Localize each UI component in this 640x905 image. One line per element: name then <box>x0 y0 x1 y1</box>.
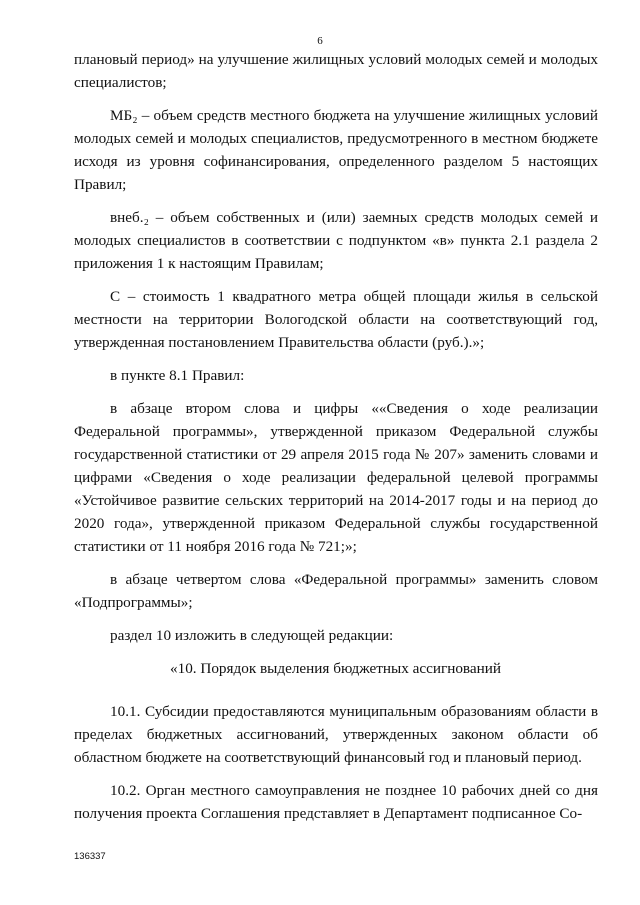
paragraph-section-10-intro: раздел 10 изложить в следующей редакции: <box>110 627 394 644</box>
paragraph-c-definition: С – стоимость 1 квадратного метра общей площади жилья в сельской местности на территории Вологодской области на соответствующий год, утвержденная постановлением Правительства области (руб.).»; <box>74 288 598 351</box>
paragraph-fourth-abzac: в абзаце четвертом слова «Федеральной программы» заменить словом «Подпрограммы»; <box>74 571 598 611</box>
page-number: 6 <box>317 35 323 47</box>
paragraph-second-abzac: в абзаце втором слова и цифры ««Сведения о ходе реализации Федеральной программы», утвержденной приказом Федеральной службы государственной статистики от 29 апреля 2015 года № 207» заменить словами и цифрами «Сведения о ходе реализации федеральной целевой программы «Устойчивое развитие сельских территорий на 2014-2017 годы и на период до 2020 года», утвержденной приказом Федеральной службы государственной статистики от 11 ноября 2016 года № 721;»; <box>74 400 598 555</box>
paragraph-mb2-definition: МБ₂ – объем средств местного бюджета на улучшение жилищных условий молодых семей и молодых специалистов, предусмотренного в местном бюджете исходя из уровня софинансирования, определенного разделом 5 настоящих Правил; <box>74 107 598 193</box>
paragraph-vneb2-definition: внеб.₂ – объем собственных и (или) заемных средств молодых семей и молодых специалистов в соответствии с подпунктом «в» пункта 2.1 раздела 2 приложения 1 к настоящим Правилам; <box>74 209 598 272</box>
paragraph-point-8-1: в пункте 8.1 Правил: <box>110 367 245 384</box>
paragraph-10-2: 10.2. Орган местного самоуправления не позднее 10 рабочих дней со дня получения проекта Соглашения представляет в Департамент подписанное Со- <box>74 782 598 822</box>
paragraph-10-1: 10.1. Субсидии предоставляются муниципальным образованиям области в пределах бюджетных ассигнований, утвержденных законом области об областном бюджете на соответствующий финансовый год и плановый период. <box>74 703 598 766</box>
section-heading: «10. Порядок выделения бюджетных ассигнований <box>170 660 502 677</box>
paragraph-continuation: плановый период» на улучшение жилищных условий молодых семей и молодых специалистов; <box>74 51 598 91</box>
document-body <box>74 48 598 825</box>
document-code: 136337 <box>74 851 106 862</box>
